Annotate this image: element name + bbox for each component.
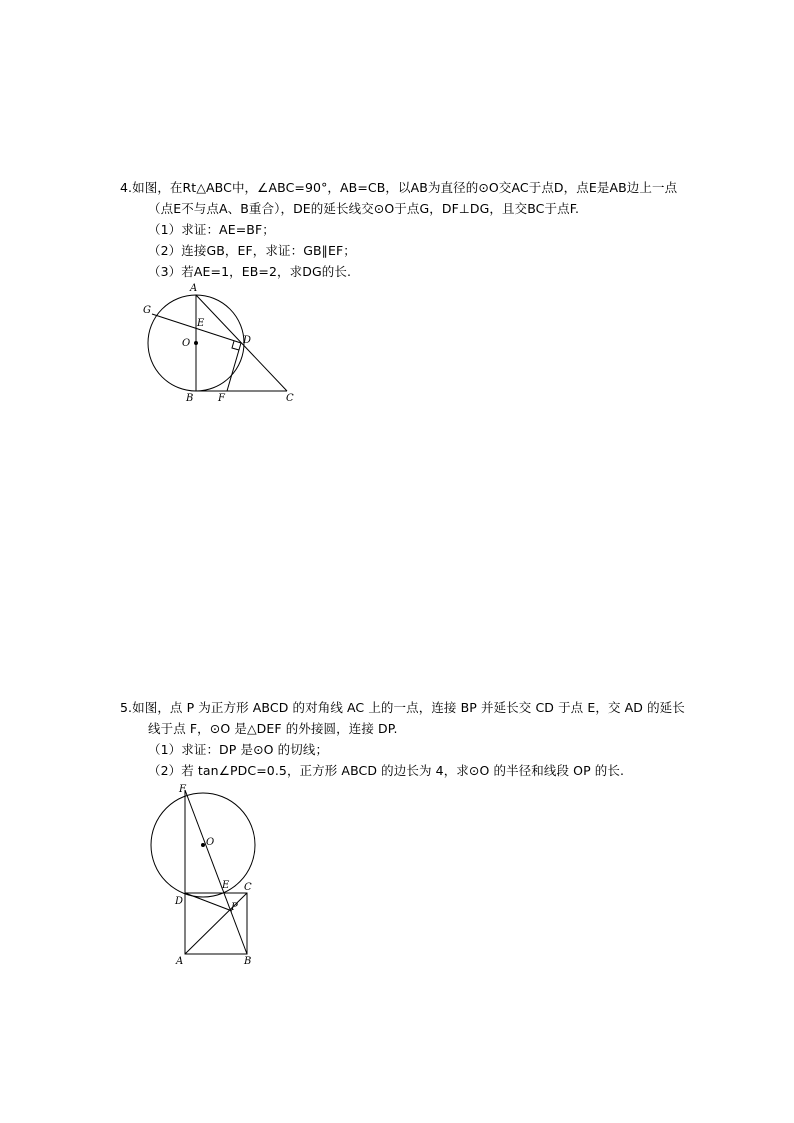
label-b: B xyxy=(186,393,194,404)
problem-4-line-1: 4.如图，在Rt△ABC中，∠ABC=90°，AB=CB，以AB为直径的⊙O交AC于点D，点E是AB边上一点 xyxy=(120,180,678,195)
problem-5-part-2: （2）若 tan∠PDC=0.5，正方形 ABCD 的边长为 4，求⊙O 的半径和线段 OP 的长. xyxy=(148,763,625,778)
problem-4-figure xyxy=(140,280,310,405)
problem-4-part-1: （1）求证：AE=BF； xyxy=(148,222,275,237)
label-o: O xyxy=(182,338,191,349)
label-e: E xyxy=(222,880,230,891)
label-f: F xyxy=(218,393,225,404)
label-e: E xyxy=(197,318,205,329)
segment-ac xyxy=(196,295,287,391)
label-g: G xyxy=(143,305,151,316)
label-a: A xyxy=(176,956,184,967)
label-d: D xyxy=(243,335,252,346)
label-f: F xyxy=(179,784,186,795)
problem-5-line-1: 5.如图，点 P 为正方形 ABCD 的对角线 AC 上的一点，连接 BP 并延长交 CD 于点 E，交 AD 的延长 xyxy=(120,700,685,715)
label-c: C xyxy=(286,393,294,404)
problem-5-part-1: （1）求证：DP 是⊙O 的切线； xyxy=(148,742,329,757)
label-d: D xyxy=(175,896,184,907)
center-dot xyxy=(195,342,198,345)
problem-5-figure xyxy=(140,780,280,975)
label-o: O xyxy=(206,837,215,848)
label-p: P xyxy=(231,902,238,913)
label-a: A xyxy=(190,283,198,294)
problem-4-line-2: （点E不与点A、B重合），DE的延长线交⊙O于点G，DF⊥DG，且交BC于点F. xyxy=(148,201,580,216)
problem-5-line-2: 线于点 F，⊙O 是△DEF 的外接圆，连接 DP. xyxy=(148,721,398,736)
problem-4-part-3: （3）若AE=1，EB=2，求DG的长. xyxy=(148,264,352,279)
label-b: B xyxy=(244,956,252,967)
label-c: C xyxy=(244,882,252,893)
segment-bf xyxy=(185,790,247,954)
problem-4-part-2: （2）连接GB，EF，求证：GB∥EF； xyxy=(148,243,356,258)
center-dot xyxy=(202,844,205,847)
